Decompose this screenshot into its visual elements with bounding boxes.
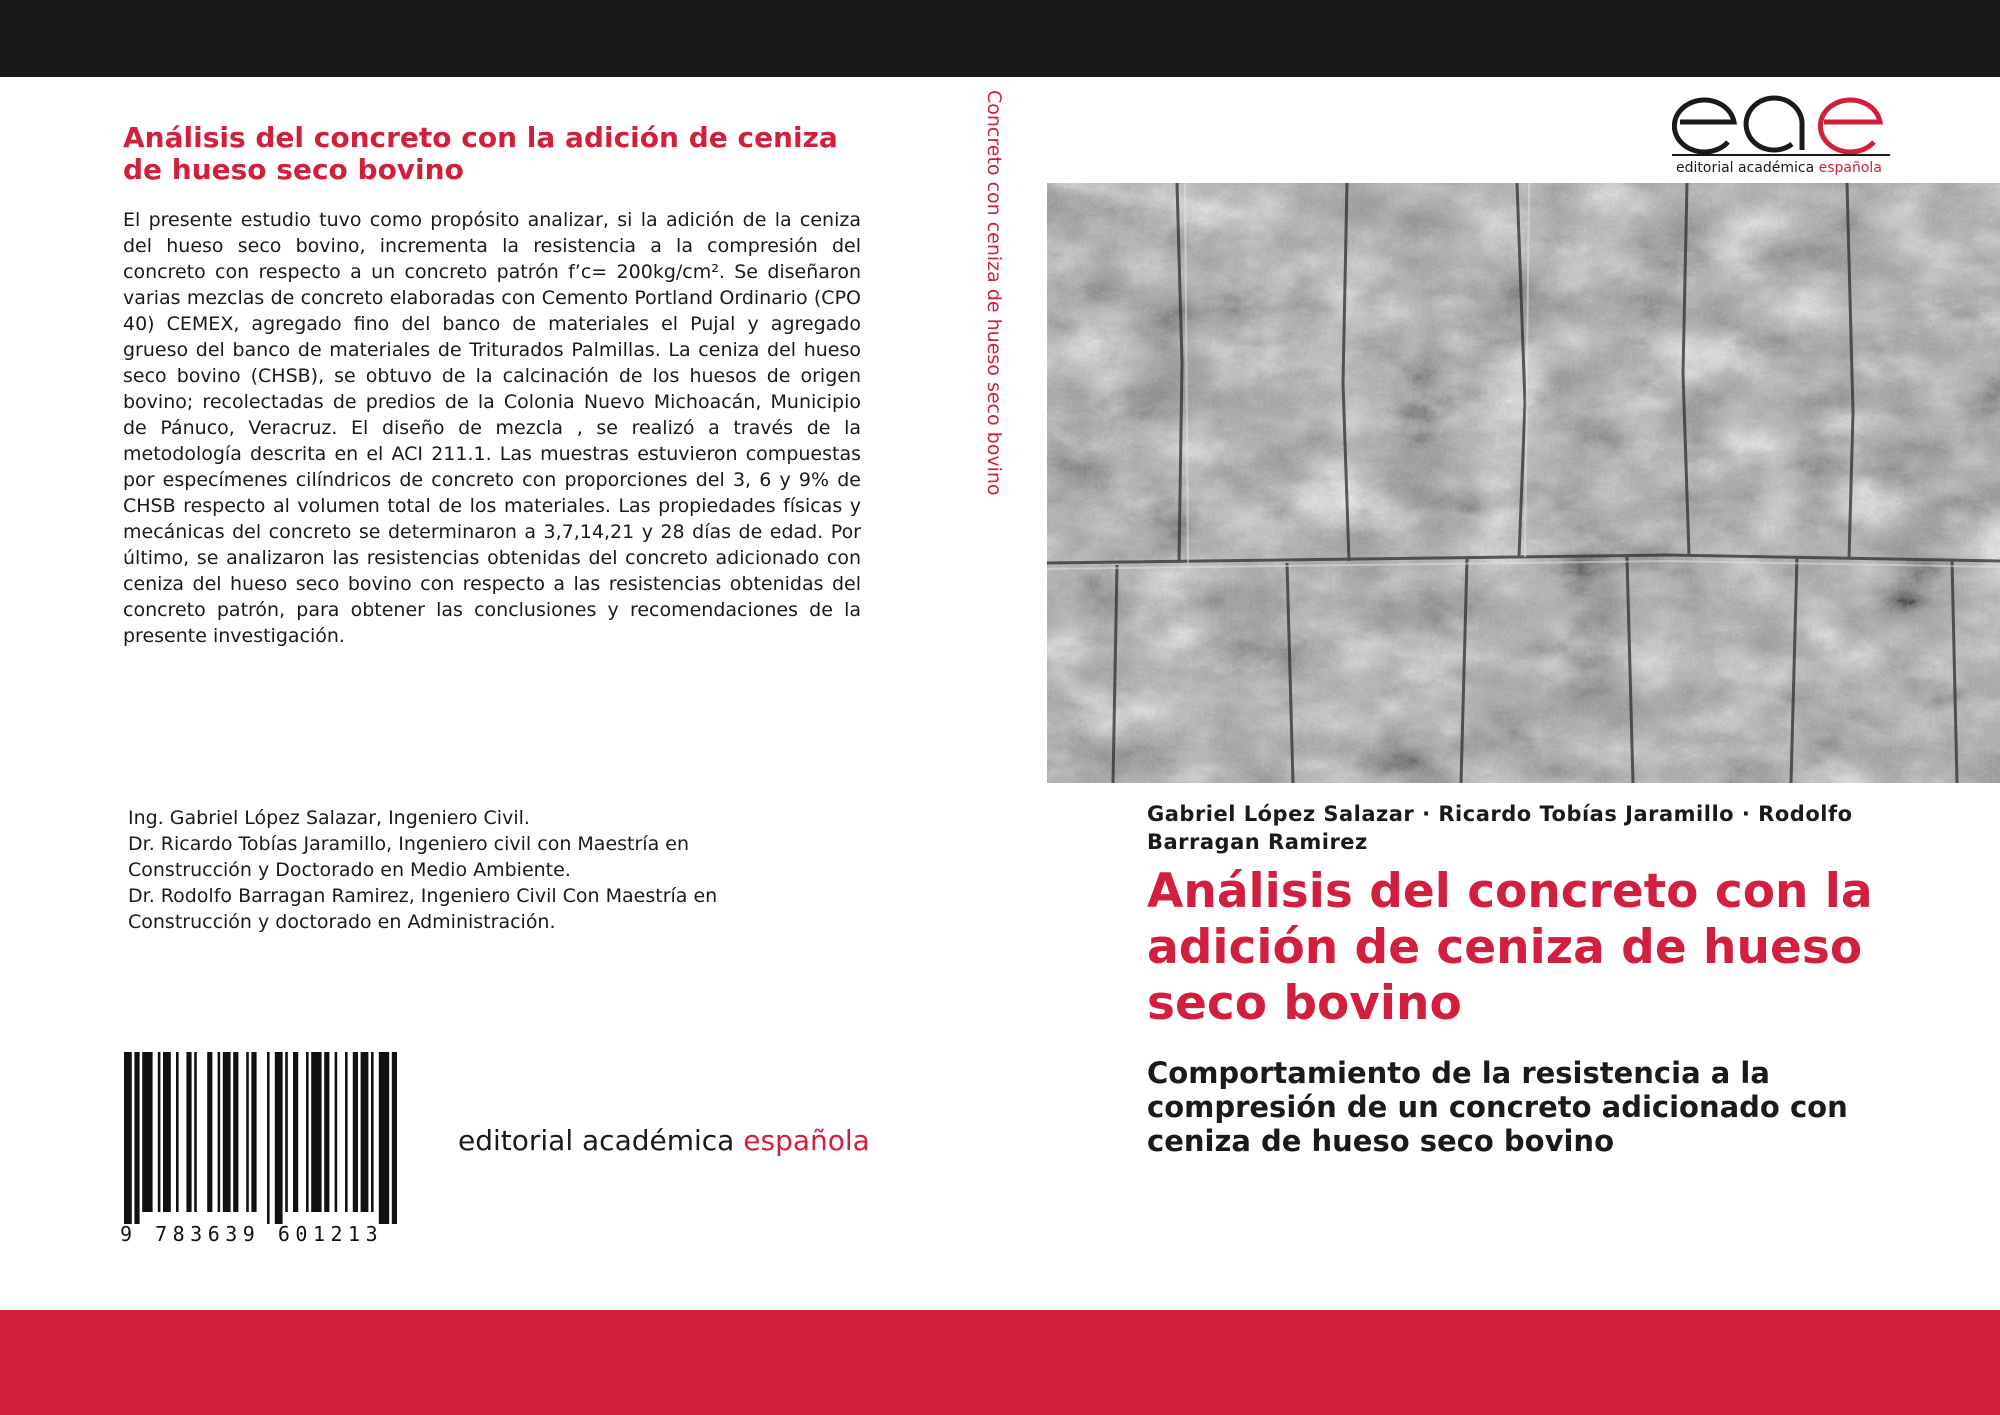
barcode-bar [218, 1052, 221, 1212]
publisher-accent: española [743, 1124, 870, 1157]
barcode-bar [223, 1052, 231, 1212]
logo-caption [1676, 160, 1882, 176]
barcode-bar [124, 1052, 132, 1224]
back-cover-abstract: El presente estudio tuvo como propósito analizar, si la adición de la ceniza del hueso seco bovino, incrementa la resistencia a la compresión del concreto con respecto a un concreto patrón f’c= 200kg/cm². Se diseñaron varias mezclas de concreto elaboradas con Cemento Portland Ordinario (CPO 40) CEMEX, agregado fino del banco de materiales el Pujal y agregado grueso del banco de materiales de Triturados Palmillas. La ceniza del hueso seco bovino (CHSB), se obtuvo de la calcinación de los huesos de origen bovino; recolectadas de predios de la Colonia Nuevo Michoacán, Municipio de Pánuco, Veracruz. El diseño de mezcla , se realizó a través de la metodología descrita en el ACI 211.1. Las muestras estuvieron compuestas por especímenes cilíndricos de concreto con proporciones del 3, 6 y 9% de CHSB respecto al volumen total de los materiales. Las propiedades físicas y mecánicas del concreto se determinaron a 3,7,14,21 y 28 días de edad. Por último, se analizaron las resistencias obtenidas del concreto adicionado con ceniza del hueso seco bovino con respecto a las resistencias obtenidas del concreto patrón, para obtener las conclusiones y recomendaciones de la presente investigación. [123, 209, 861, 647]
barcode-bar [275, 1052, 283, 1224]
isbn-barcode [120, 1050, 440, 1250]
barcode-bar [246, 1052, 249, 1212]
barcode-bar [353, 1052, 358, 1212]
barcode-bar [194, 1052, 197, 1212]
bio-line: Dr. Ricardo Tobías Jaramillo, Ingeniero civil con Maestría en [128, 833, 689, 855]
concrete-texture-icon [1047, 183, 2000, 783]
front-subtitle: Comportamiento de la resistencia a la compresión de un concreto adicionado con ceniza de hueso seco bovino [1147, 1056, 1848, 1158]
barcode-bar [311, 1052, 321, 1212]
barcode-bar [142, 1052, 152, 1212]
barcode-bar [186, 1052, 191, 1212]
barcode-bar [335, 1052, 338, 1212]
barcode-bar [379, 1052, 389, 1224]
top-black-band [0, 0, 2000, 77]
barcode-bar [293, 1052, 298, 1212]
logo-accent: española [1818, 160, 1882, 176]
back-cover-title: Análisis del concreto con la adición de ceniza de hueso seco bovino [123, 121, 838, 186]
spine-title: Concreto con ceniza de hueso seco bovino [983, 90, 1005, 496]
front-title: Análisis del concreto con la adición de ceniza de hueso seco bovino [1147, 864, 1873, 1031]
barcode-bar [251, 1052, 256, 1212]
barcode-bar [207, 1052, 212, 1212]
bio-line: Dr. Rodolfo Barragan Ramirez, Ingeniero Civil Con Maestría en [128, 885, 718, 907]
barcode-bar [134, 1052, 139, 1224]
bio-line: Construcción y Doctorado en Medio Ambiente. [128, 859, 571, 881]
isbn-digits: 9 783639 601213 [120, 1222, 384, 1246]
barcode-bar [176, 1052, 179, 1212]
bottom-red-band [0, 1310, 2000, 1415]
barcode-icon [120, 1050, 440, 1225]
barcode-bar [306, 1052, 309, 1212]
barcode-bar [158, 1052, 161, 1212]
barcode-bar [267, 1052, 270, 1224]
barcode-bar [392, 1052, 397, 1224]
concrete-texture-image [1047, 183, 2000, 783]
bio-line: Ing. Gabriel López Salazar, Ingeniero Civil. [128, 807, 530, 829]
bio-line: Construcción y doctorado en Administración. [128, 911, 556, 933]
barcode-bar [361, 1052, 369, 1212]
barcode-bar [345, 1052, 348, 1212]
author-bios [128, 805, 828, 935]
front-authors: Gabriel López Salazar · Ricardo Tobías Jaramillo · Rodolfo Barragan Ramirez [1147, 802, 1853, 854]
eae-logo-icon [1672, 92, 1890, 158]
barcode-bar [285, 1052, 288, 1212]
logo-prefix: editorial académica [1676, 160, 1819, 176]
barcode-bar [324, 1052, 329, 1212]
barcode-bar [233, 1052, 238, 1212]
barcode-bar [163, 1052, 171, 1212]
publisher-logo [1672, 92, 1890, 182]
publisher-prefix: editorial académica [458, 1124, 744, 1157]
barcode-bar [371, 1052, 374, 1212]
back-publisher-name [458, 1124, 870, 1157]
